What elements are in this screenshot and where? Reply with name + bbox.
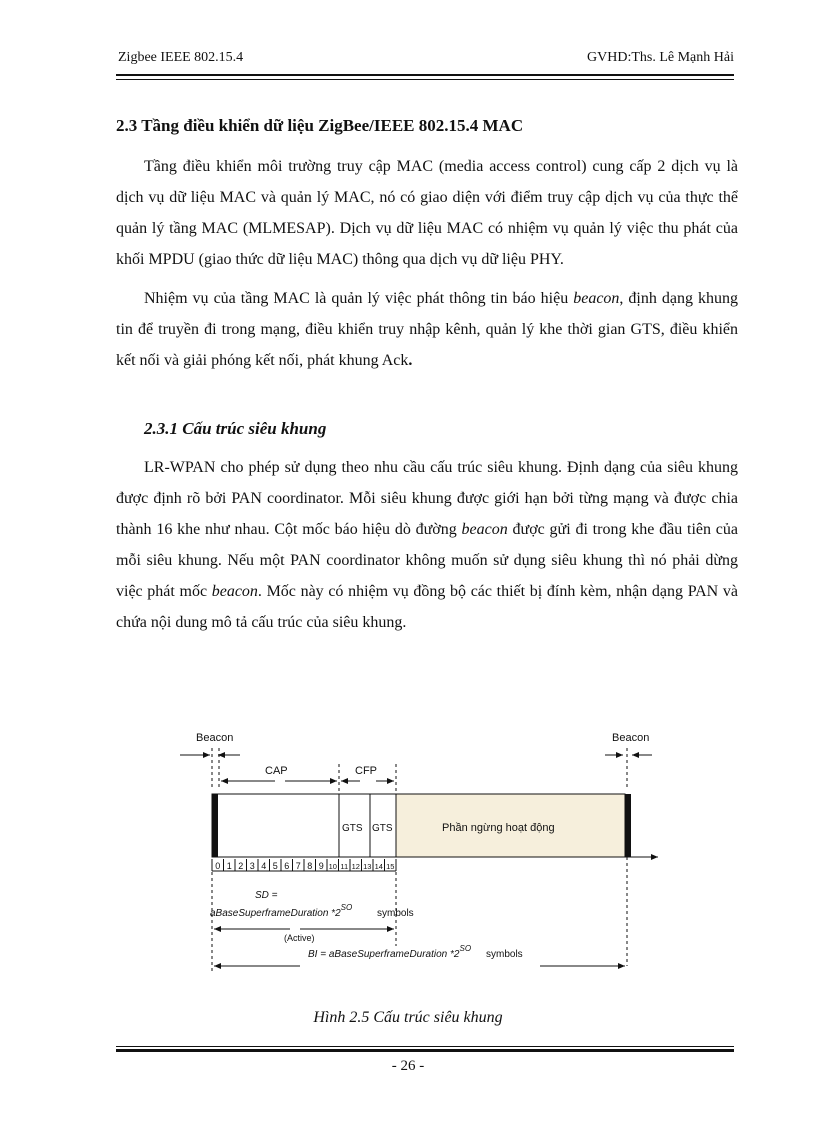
sub-beacon-1: beacon: [461, 521, 508, 538]
inactive-label: Phần ngừng hoạt động: [442, 822, 555, 834]
para2-part2: , định dạng khung tin để truyền đi trong mạng, điều khiển truy nhập kênh, quản lý khe thời gian GTS, điều khiển kết nối và giải phóng kết nối, phát khung Ack: [116, 290, 739, 369]
footer-rule: [116, 1049, 734, 1052]
slot-number: 1: [226, 861, 232, 871]
figure-caption: Hình 2.5 Cấu trúc siêu khung: [313, 1009, 503, 1026]
bi-formula-sup: SO: [459, 944, 472, 953]
bi-symbols: symbols: [486, 949, 523, 960]
slot-number: 11: [340, 862, 349, 871]
slot-number: 3: [249, 861, 255, 871]
subsection-title: 2.3.1 Cấu trúc siêu khung: [144, 419, 327, 438]
header-left: Zigbee IEEE 802.15.4: [118, 50, 244, 65]
section-paragraph-2: [116, 283, 738, 376]
sub-beacon-2: beacon: [211, 583, 258, 600]
slot-row: [212, 859, 396, 871]
page-number: - 26 -: [391, 1058, 425, 1074]
slot-number: 14: [374, 862, 383, 871]
gts-label-1: GTS: [342, 823, 363, 834]
section-title: 2.3 Tầng điều khiển dữ liệu ZigBee/IEEE 802.15.4 MAC: [116, 116, 524, 135]
slot-number: 8: [307, 861, 313, 871]
slot-number: 4: [261, 861, 267, 871]
active-label: (Active): [284, 933, 315, 943]
slot-number: 6: [284, 861, 290, 871]
slot-number: 0: [215, 861, 221, 871]
beacon-right-label: Beacon: [612, 732, 650, 744]
cfp-label: CFP: [355, 765, 377, 777]
active-portion-box: [212, 794, 396, 857]
cap-label: CAP: [265, 765, 288, 777]
slot-number: 2: [238, 861, 244, 871]
sd-symbols: symbols: [377, 908, 414, 919]
slot-number: 7: [295, 861, 301, 871]
sd-formula-sup: SO: [340, 903, 353, 912]
slot-number: 12: [351, 862, 360, 871]
header-rule: [116, 74, 734, 76]
sd-formula: [210, 903, 352, 919]
page-header: [118, 50, 734, 70]
superframe-diagram: [180, 726, 680, 986]
slot-number: 5: [272, 861, 278, 871]
sub-part3: . Mốc này có nhiệm vụ đồng bộ các thiết bị đính kèm, nhận dạng PAN và chứa nội dung mô tả cấu trúc của siêu khung.: [116, 583, 738, 631]
gts-label-2: GTS: [372, 823, 393, 834]
header-rule-thin: [116, 79, 734, 80]
slot-number: 15: [386, 862, 395, 871]
para2-beacon: beacon: [573, 290, 620, 307]
para2-period: .: [408, 352, 413, 369]
sd-line1: SD =: [255, 890, 278, 901]
header-right: GVHD:Ths. Lê Mạnh Hải: [587, 50, 734, 65]
slot-number: 10: [328, 862, 337, 871]
para2-part1: Nhiệm vụ của tầng MAC là quản lý việc phát thông tin báo hiệu: [144, 290, 574, 307]
beacon-bar-left: [212, 794, 218, 857]
bi-formula-text: BI = aBaseSuperframeDuration *2: [308, 949, 460, 960]
sd-formula-text: aBaseSuperframeDuration *2: [210, 908, 341, 919]
page-content: [116, 113, 738, 646]
spacer: [116, 384, 738, 416]
subsection-paragraph: [116, 452, 738, 638]
sub-part2: được gửi đi trong khe đầu tiên của mỗi siêu khung. Nếu một PAN coordinator không muốn sử dụng siêu khung thì nó phải dừng việc phát mốc: [116, 521, 738, 600]
footer-rule-thin: [116, 1046, 734, 1047]
slot-number: 13: [363, 862, 372, 871]
beacon-bar-right: [625, 794, 631, 857]
sub-part1: LR-WPAN cho phép sử dụng theo nhu cầu cấu trúc siêu khung. Định dạng của siêu khung được định rõ bởi PAN coordinator. Mỗi siêu khung được giới hạn bởi từng mạng và được chia thành 16 khe như nhau. Cột mốc báo hiệu dò đường: [116, 459, 738, 538]
bi-formula: [308, 944, 471, 960]
slot-number: 9: [318, 861, 324, 871]
section-paragraph-1: Tầng điều khiển môi trường truy cập MAC (media access control) cung cấp 2 dịch vụ là dịch vụ dữ liệu MAC và quản lý MAC, nó có giao diện với điểm truy cập dịch vụ của thực thể quản lý tầng MAC (MLMESAP). Dịch vụ dữ liệu MAC có nhiệm vụ quản lý việc thu phát của khối MPDU (giao thức dữ liệu MAC) thông qua dịch vụ dữ liệu PHY.: [116, 158, 738, 268]
beacon-left-label: Beacon: [196, 732, 234, 744]
